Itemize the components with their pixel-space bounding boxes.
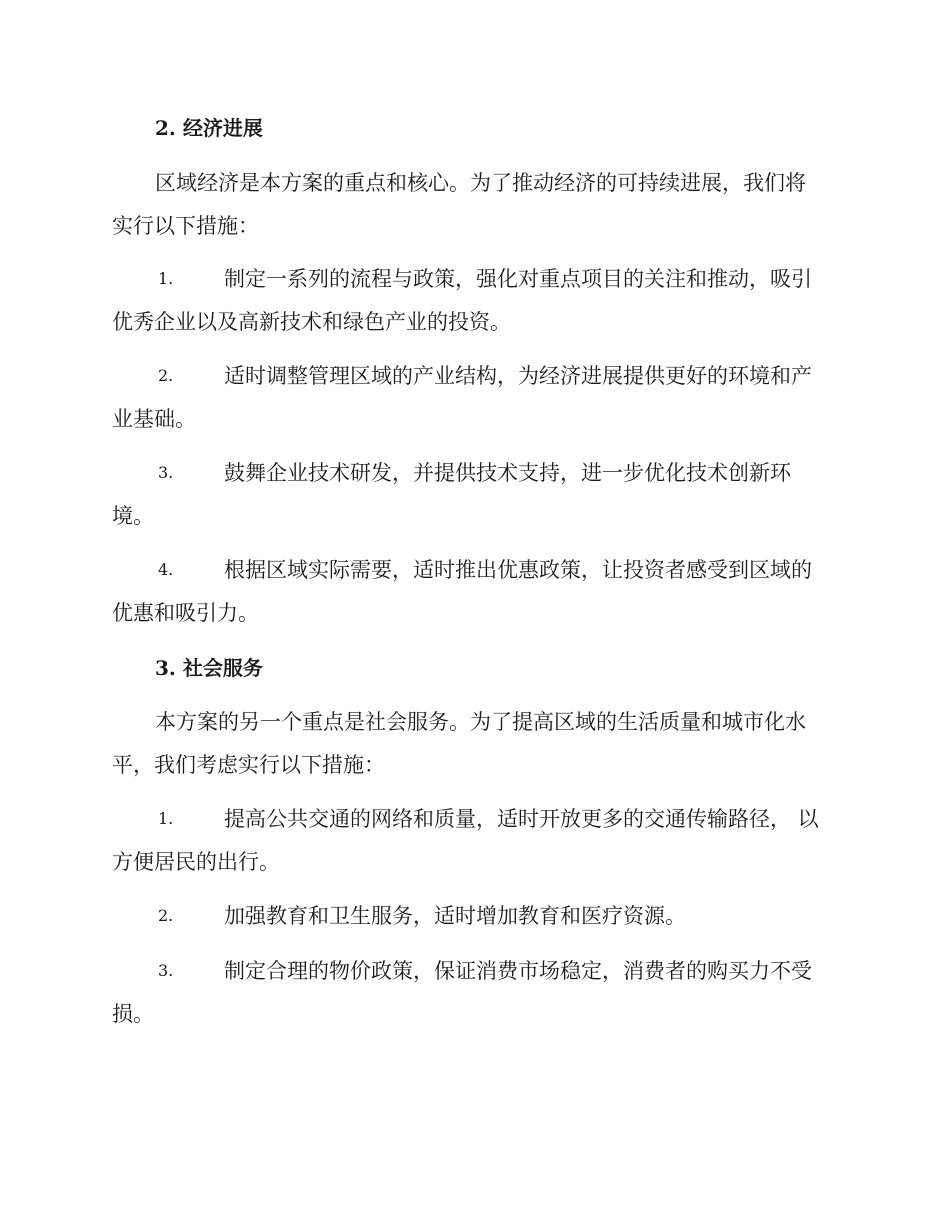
list-item-text: 优惠和吸引力。 [112, 601, 259, 625]
section-heading-social-services: 3. 社会服务 [155, 656, 263, 680]
list-item-text: 制定一系列的流程与政策，强化对重点项目的关注和推动，吸引 [224, 267, 812, 291]
list-item-number: 2. [158, 906, 174, 925]
paragraph-line: 实行以下措施： [112, 214, 259, 238]
paragraph-line: 平，我们考虑实行以下措施： [112, 753, 385, 777]
list-item-number: 3. [158, 961, 174, 980]
list-item-text: 方便居民的出行。 [112, 850, 280, 874]
list-item-number: 4. [158, 560, 174, 579]
list-item-text: 适时调整管理区域的产业结构，为经济进展提供更好的环境和产 [224, 364, 812, 388]
list-item-text: 提高公共交通的网络和质量，适时开放更多的交通传输路径， 以 [224, 807, 819, 831]
section-heading-economy: 2. 经济进展 [155, 116, 263, 140]
list-item-text: 鼓舞企业技术研发，并提供技术支持，进一步优化技术创新环 [224, 461, 791, 485]
list-item-text: 加强教育和卫生服务，适时增加教育和医疗资源。 [224, 904, 686, 928]
list-item-text: 损。 [112, 1002, 154, 1026]
list-item-number: 1. [158, 809, 174, 828]
list-item-text: 根据区域实际需要，适时推出优惠政策，让投资者感受到区域的 [224, 558, 812, 582]
paragraph-line: 区域经济是本方案的重点和核心。为了推动经济的可持续进展，我们将 [155, 171, 806, 195]
list-item-number: 1. [158, 269, 174, 288]
list-item-text: 优秀企业以及高新技术和绿色产业的投资。 [112, 310, 511, 334]
list-item-number: 2. [158, 366, 174, 385]
list-item-number: 3. [158, 463, 174, 482]
list-item-text: 制定合理的物价政策，保证消费市场稳定，消费者的购买力不受 [224, 959, 812, 983]
list-item-text: 境。 [112, 504, 154, 528]
list-item-text: 业基础。 [112, 407, 196, 431]
paragraph-line: 本方案的另一个重点是社会服务。为了提高区域的生活质量和城市化水 [155, 710, 806, 734]
